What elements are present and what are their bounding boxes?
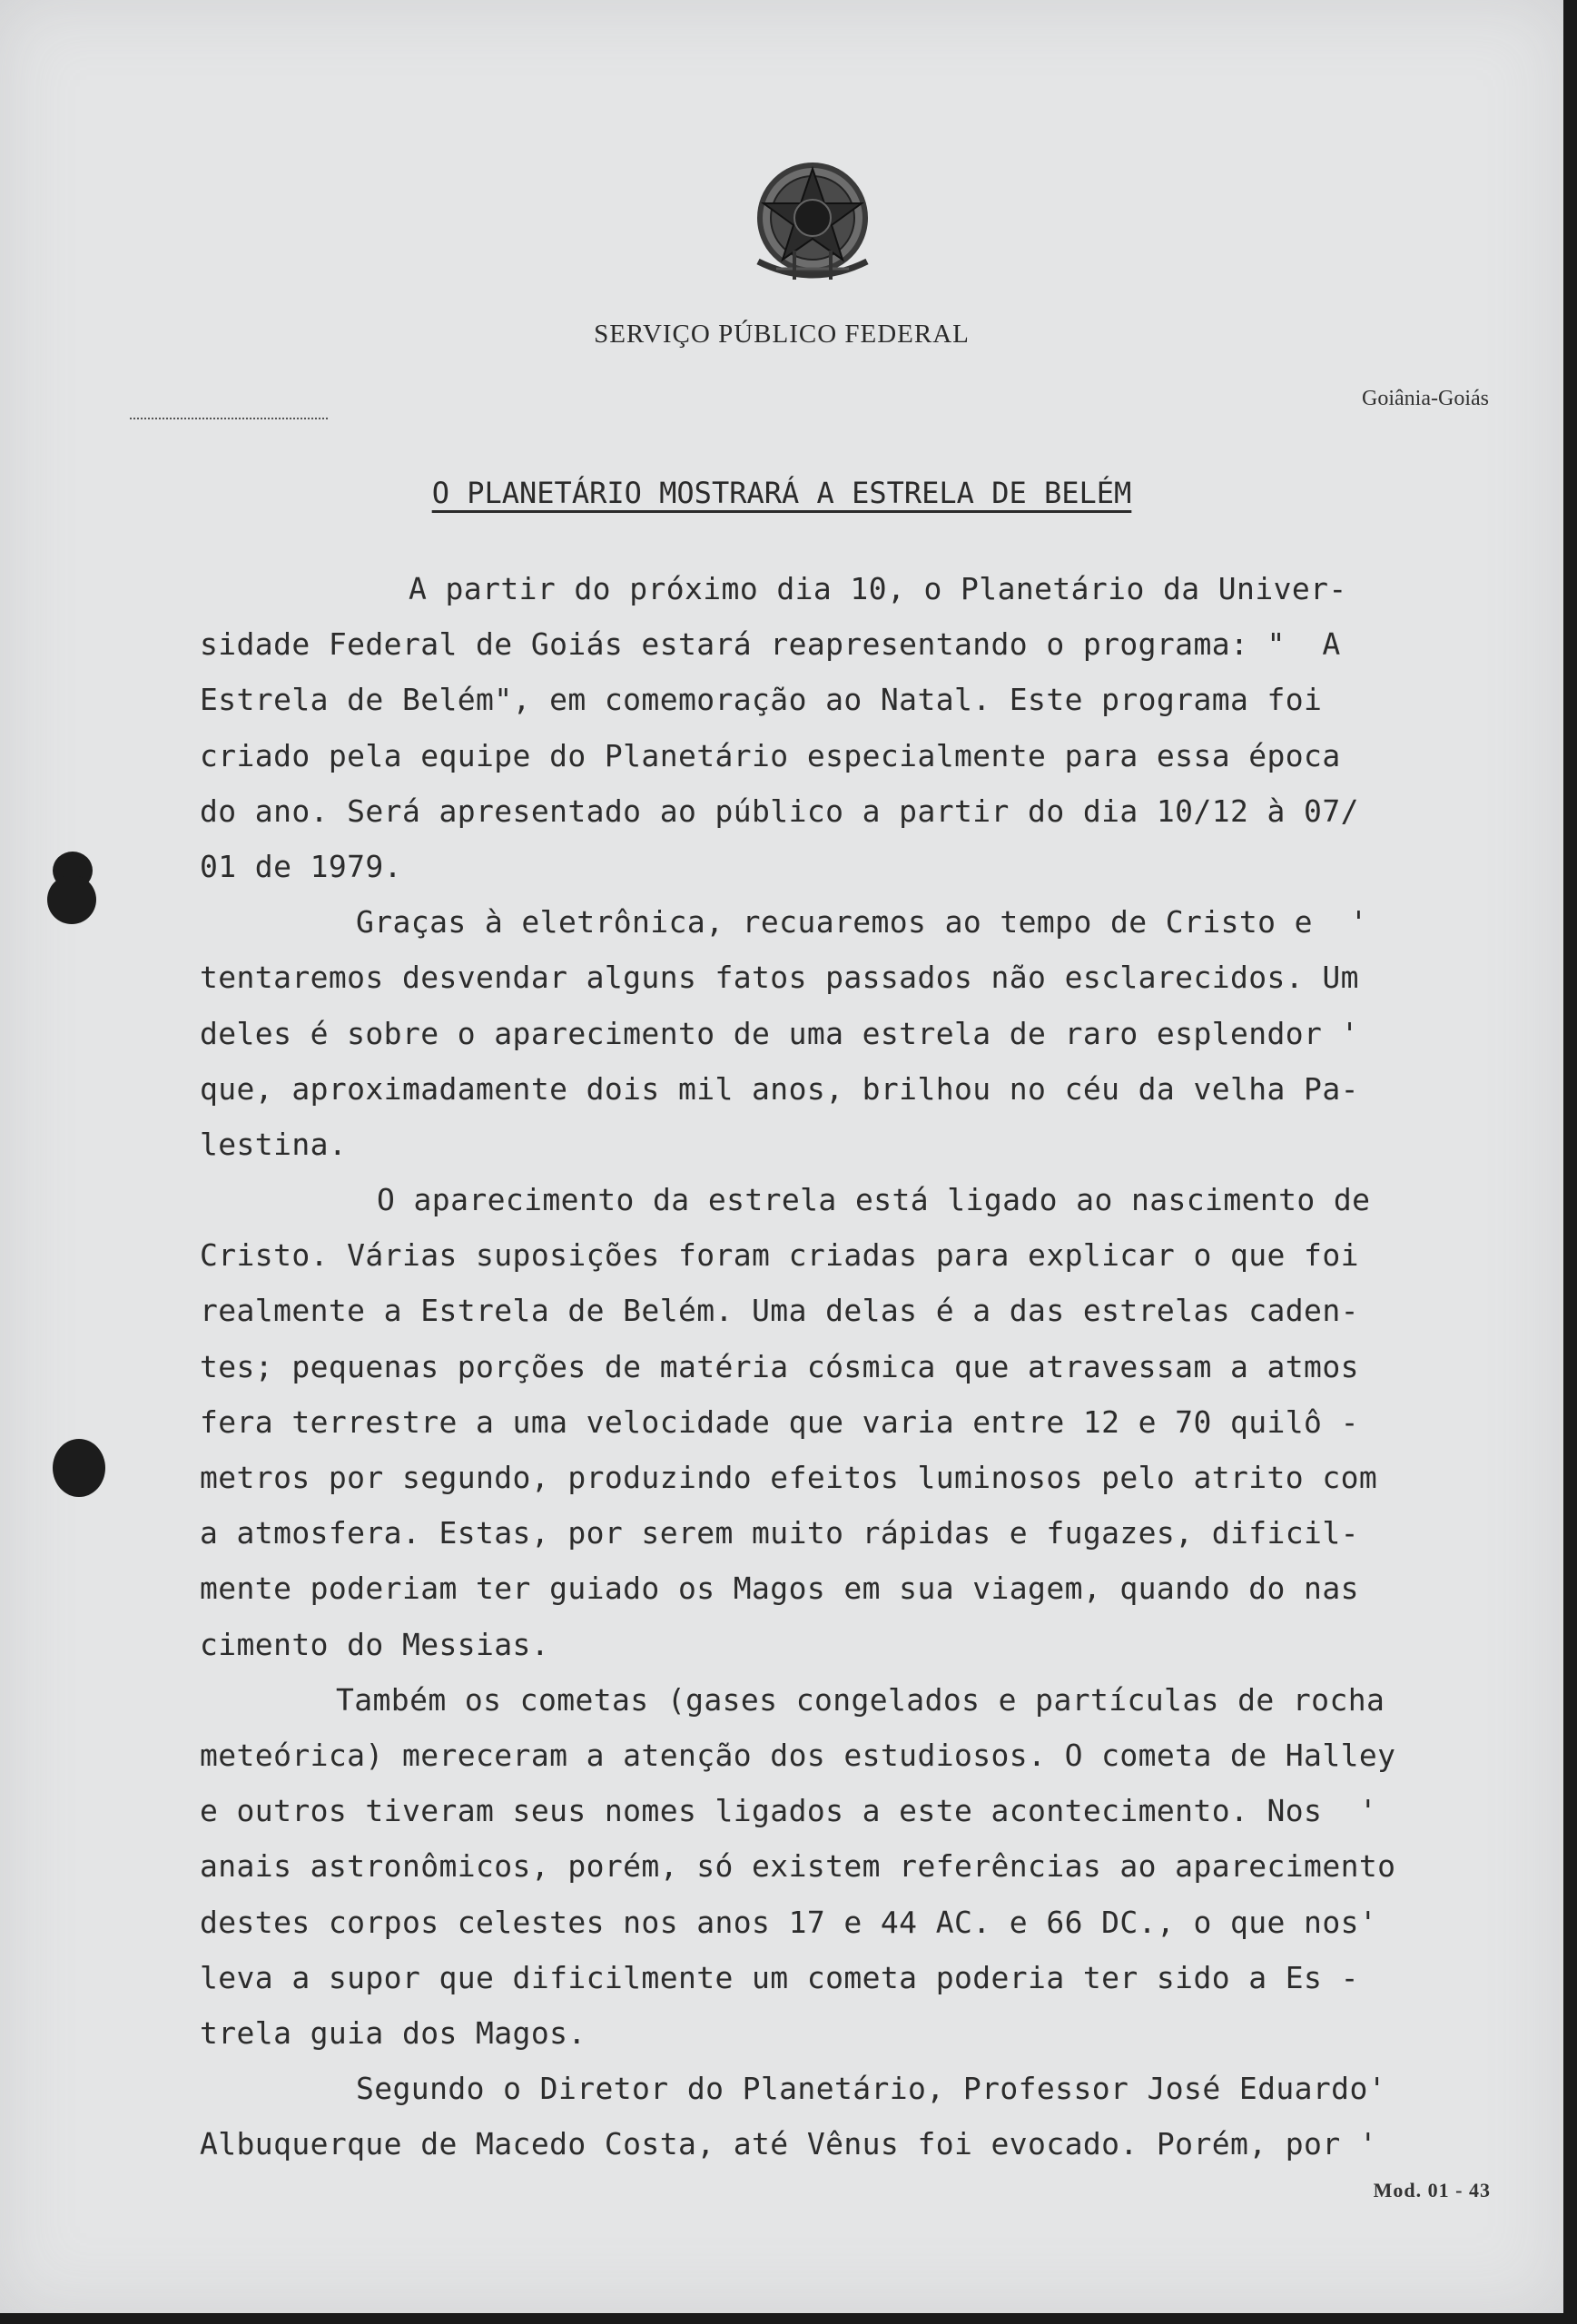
text-line: que, aproximadamente dois mil anos, brilhou no céu da velha Pa- (200, 1070, 1359, 1107)
text-line: meteórica) mereceram a atenção dos estudiosos. O cometa de Halley (200, 1737, 1396, 1773)
form-code: Mod. 01 - 43 (1373, 2179, 1491, 2201)
dotted-divider (130, 418, 328, 419)
document-title-text: O PLANETÁRIO MOSTRARÁ A ESTRELA DE BELÉM (431, 476, 1132, 510)
punch-hole-bottom (53, 1439, 105, 1497)
text-line: Também os cometas (gases congelados e partículas de rocha (336, 1681, 1385, 1718)
text-line: Graças à eletrônica, recuaremos ao tempo de Cristo e ' (356, 904, 1368, 940)
service-header: SERVIÇO PÚBLICO FEDERAL (594, 320, 970, 349)
text-line: Cristo. Várias suposições foram criadas para explicar o que foi (200, 1237, 1359, 1274)
text-line: cimento do Messias. (200, 1626, 550, 1662)
text-line: O aparecimento da estrela está ligado ao nascimento de (377, 1182, 1371, 1218)
text-line: destes corpos celestes nos anos 17 e 44 AC. e 66 DC., o que nos' (200, 1904, 1378, 1940)
text-line: sidade Federal de Goiás estará reapresentando o programa: " A (200, 626, 1341, 663)
text-line: tentaremos desvendar alguns fatos passados não esclarecidos. Um (200, 960, 1359, 996)
text-line: lestina. (200, 1126, 348, 1162)
text-line: trela guia dos Magos. (200, 2014, 586, 2051)
text-line: do ano. Será apresentado ao público a partir do dia 10/12 à 07/ (200, 793, 1359, 829)
text-line: a atmosfera. Estas, por serem muito rápidas e fugazes, dificil- (200, 1515, 1359, 1551)
document-title (0, 476, 1563, 510)
punch-hole-top-lower (47, 875, 96, 924)
text-line: leva a supor que dificilmente um cometa poderia ter sido a Es - (200, 1959, 1359, 1995)
text-line: anais astronômicos, porém, só existem referências ao aparecimento (200, 1848, 1396, 1885)
text-line: A partir do próximo dia 10, o Planetário da Univer- (409, 571, 1347, 606)
text-line: Estrela de Belém", em comemoração ao Natal. Este programa foi (200, 682, 1323, 718)
location-label: Goiânia-Goiás (1362, 387, 1489, 410)
text-line: Albuquerque de Macedo Costa, até Vênus foi evocado. Porém, por ' (200, 2126, 1378, 2162)
text-line: e outros tiveram seus nomes ligados a este acontecimento. Nos ' (200, 1793, 1378, 1829)
text-line: fera terrestre a uma velocidade que varia entre 12 e 70 quilô - (200, 1403, 1359, 1440)
text-line: Segundo o Diretor do Planetário, Professor José Eduardo' (356, 2071, 1386, 2107)
text-line: deles é sobre o aparecimento de uma estrela de raro esplendor ' (200, 1015, 1359, 1051)
text-line: 01 de 1979. (200, 848, 402, 884)
text-line: metros por segundo, produzindo efeitos luminosos pelo atrito com (200, 1460, 1378, 1495)
text-line: tes; pequenas porções de matéria cósmica que atravessam a atmos (200, 1348, 1359, 1384)
text-line: criado pela equipe do Planetário especialmente para essa época (200, 737, 1341, 773)
text-line: mente poderiam ter guiado os Magos em sua viagem, quando do nas (200, 1571, 1359, 1607)
text-line: realmente a Estrela de Belém. Uma delas é a das estrelas caden- (200, 1293, 1359, 1329)
document-body (200, 561, 1444, 2171)
coat-of-arms-icon (740, 153, 885, 298)
